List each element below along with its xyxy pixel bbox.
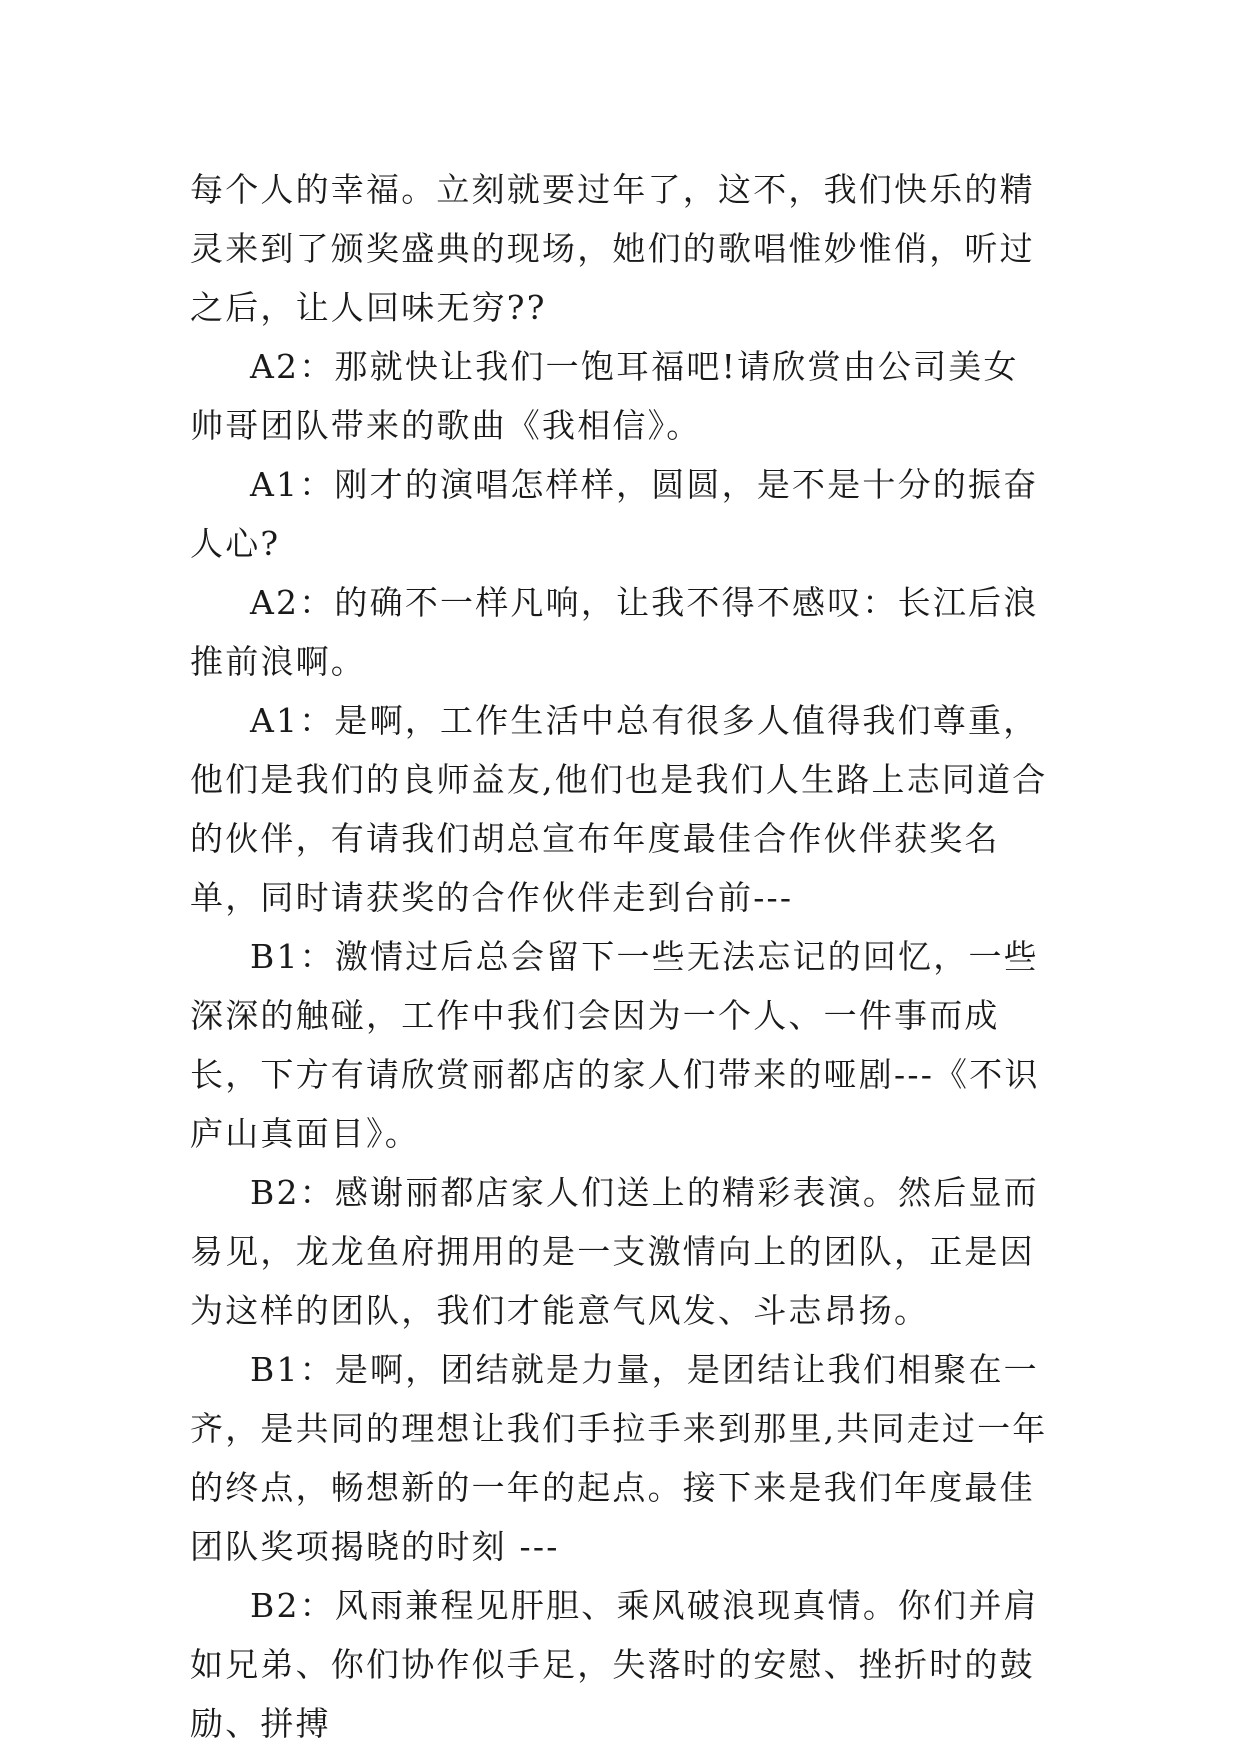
paragraph-a1-partner-award: A1：是啊，工作生活中总有很多人值得我们尊重，他们是我们的良师益友,他们也是我们人生路上志同道合的伙伴，有请我们胡总宣布年度最佳合作伙伴获奖名单，同时请获奖的合作伙伴走到台前--- <box>190 701 1048 917</box>
paragraph-a2-response: A2：的确不一样凡响，让我不得不感叹：长江后浪推前浪啊。 <box>190 583 1039 681</box>
paragraph-b1-team-award: B1：是啊，团结就是力量，是团结让我们相聚在一齐，是共同的理想让我们手拉手来到那里,共同走过一年的终点，畅想新的一年的起点。接下来是我们年度最佳团队奖项揭晓的时刻 --- <box>190 1350 1048 1566</box>
paragraph-a1-performance-comment: A1：刚才的演唱怎样样，圆圆，是不是十分的振奋人心? <box>190 465 1039 563</box>
paragraph-a2-song-intro: A2：那就快让我们一饱耳福吧!请欣赏由公司美女帅哥团队带来的歌曲《我相信》。 <box>190 347 1019 445</box>
paragraph-b2-thanks: B2：感谢丽都店家人们送上的精彩表演。然后显而易见，龙龙鱼府拥用的是一支激情向上的团队，正是因为这样的团队，我们才能意气风发、斗志昂扬。 <box>190 1173 1039 1330</box>
paragraph-continuation: 每个人的幸福。立刻就要过年了，这不，我们快乐的精灵来到了颁奖盛典的现场，她们的歌唱惟妙惟俏，听过之后，让人回味无穷?? <box>190 170 1035 327</box>
document-body <box>190 160 1050 1753</box>
paragraph-b1-mime-intro: B1：激情过后总会留下一些无法忘记的回忆，一些深深的触碰，工作中我们会因为一个人、一件事而成长，下方有请欣赏丽都店的家人们带来的哑剧---《不识庐山真面目》。 <box>190 937 1040 1153</box>
paragraph-b2-team-praise: B2：风雨兼程见肝胆、乘风破浪现真情。你们并肩如兄弟、你们协作似手足，失落时的安慰、挫折时的鼓励、拼搏 <box>190 1586 1039 1743</box>
